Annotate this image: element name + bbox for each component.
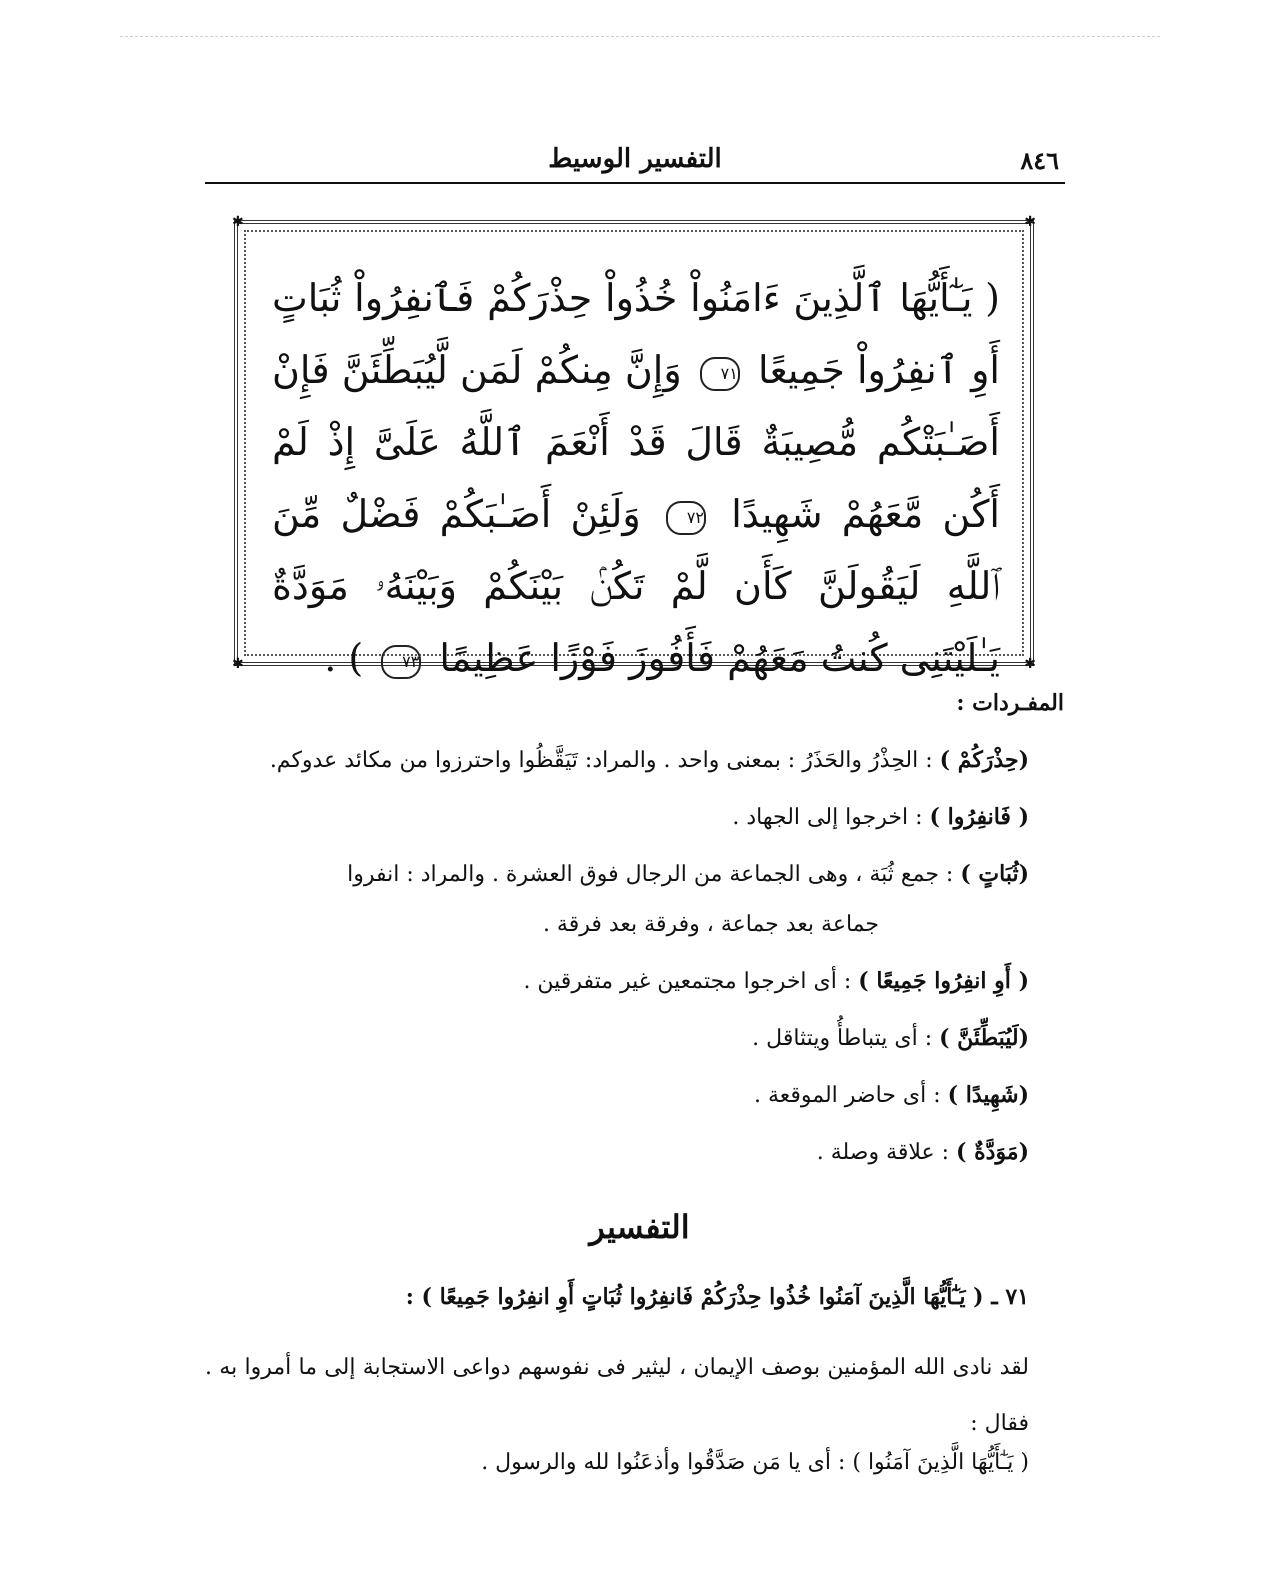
tafsir-paragraph: لقد نادى الله المؤمنين بوصف الإيمان ، ليثير فى نفوسهم دواعى الاستجابة إلى ما أمروا به . فقال : — [205, 1355, 1029, 1436]
asterisk-ornament-icon: ✱ — [232, 656, 244, 672]
vocab-term: (مَوَدَّةٌ ) — [956, 1139, 1029, 1165]
page-header — [205, 140, 1065, 184]
vocab-item — [210, 1020, 1029, 1057]
asterisk-ornament-icon: ✱ — [232, 214, 244, 230]
vocab-definition: : الحِذْرُ والحَذَرُ : بمعنى واحد . والمراد: تَيَقَّظُوا واحترزوا من مكائد عدوكم. — [269, 748, 933, 773]
vocab-definition: : اخرجوا إلى الجهاد . — [732, 805, 923, 830]
verse-71-text: ( يَـٰٓأَيُّهَا ٱلَّذِينَ ءَامَنُواْ خُذُواْ حِذْرَكُمْ فَٱنفِرُواْ ثُبَاتٍ أَوِ ٱنفِرُواْ جَمِيعًا — [272, 276, 1000, 392]
ayah-number-71: ٧١ — [700, 357, 740, 391]
vocab-item — [210, 742, 1029, 779]
verse-closing: ) . — [324, 636, 364, 680]
quran-verse-text — [272, 262, 1000, 694]
vocab-definition: : أى حاضر الموقعة . — [753, 1083, 941, 1108]
top-dashed-rule — [120, 36, 1160, 37]
vocab-term: ( فَانفِرُوا ) — [929, 804, 1029, 830]
vocab-term: (ثُبَاتٍ ) — [960, 861, 1029, 887]
asterisk-ornament-icon: ✱ — [1024, 656, 1036, 672]
vocab-term: (حِذْرَكُمْ ) — [939, 747, 1029, 773]
vocabulary-label: المفـردات : — [956, 690, 1064, 716]
tafsir-verse-heading: ٧١ ـ ( يَـٰٓأَيُّهَا الَّذِينَ آمَنُوا خُذُوا حِذْرَكُمْ فَانفِرُوا ثُبَاتٍ أَوِ انفِرُوا جَمِيعًا ) : — [405, 1284, 1029, 1310]
vocab-item — [210, 856, 1029, 943]
tafsir-final-line: ( يَـٰٓأَيُّهَا الَّذِينَ آمَنُوا ) : أى يا مَن صَدَّقُوا وأذعَنُوا لله والرسول . — [481, 1450, 1029, 1475]
vocab-term: ( أَوِ انفِرُوا جَمِيعًا ) — [858, 968, 1029, 994]
asterisk-ornament-icon: ✱ — [1024, 214, 1036, 230]
running-title: التفسير الوسيط — [548, 144, 722, 174]
vocab-definition: : أى اخرجوا مجتمعين غير متفرقين . — [523, 969, 852, 994]
vocabulary-list — [210, 742, 1029, 1191]
verse-72-text: وَإِنَّ مِنكُمْ لَمَن لَّيُبَطِّئَنَّ فَإِنْ أَصَـٰبَتْكُم مُّصِيبَةٌ قَالَ قَدْ أَنْعَمَ ٱللَّهُ عَلَىَّ إِذْ لَمْ أَكُن مَّعَهُمْ شَهِيدًا — [272, 348, 1000, 536]
vocab-item — [210, 1077, 1029, 1114]
vocab-definition: : أى يتباطأُ ويتثاقل . — [752, 1026, 933, 1051]
header-rule — [205, 182, 1065, 184]
vocab-definition-continued: جماعة بعد جماعة ، وفرقة بعد فرقة . — [542, 912, 879, 937]
vocab-item — [210, 799, 1029, 836]
vocab-term: (شَهِيدًا ) — [947, 1082, 1029, 1108]
ayah-number-73: ٧٣ — [381, 645, 421, 679]
quran-verse-frame — [232, 214, 1036, 680]
ayah-number-72: ٧٢ — [666, 501, 706, 535]
vocab-item — [210, 1134, 1029, 1171]
page-number: ٨٤٦ — [1020, 146, 1059, 175]
verse-73-text: وَلَئِنْ أَصَـٰبَكُمْ فَضْلٌ مِّنَ ٱللَّهِ لَيَقُولَنَّ كَأَن لَّمْ تَكُنۢ بَيْنَكُمْ وَبَيْنَهُۥ مَوَدَّةٌ يَـٰلَيْتَنِى كُنتُ مَعَهُمْ فَأَفُوزَ فَوْزًا عَظِيمًا — [272, 492, 1000, 680]
vocab-term: (لَيُبَطِّئَنَّ ) — [939, 1025, 1029, 1051]
vocab-definition: : علاقة وصلة . — [816, 1140, 950, 1165]
vocab-item — [210, 963, 1029, 1000]
tafsir-heading: التفسير — [589, 1208, 690, 1246]
vocab-definition: : جمع ثُبَة ، وهى الجماعة من الرجال فوق العشرة . والمراد : انفروا — [347, 862, 954, 887]
